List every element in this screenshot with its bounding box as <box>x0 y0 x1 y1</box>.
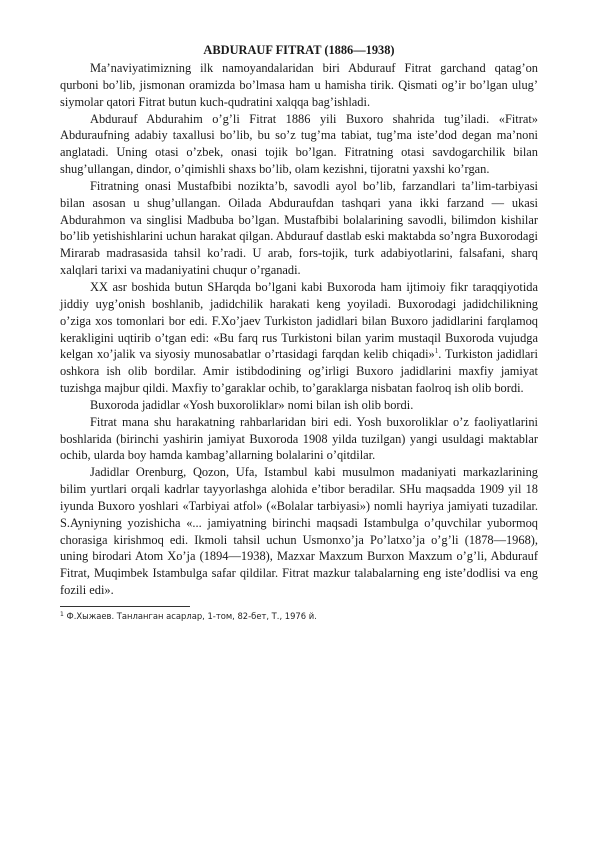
footnote <box>60 610 538 622</box>
paragraph-4-continuation: . Turkiston jadidlari oshkora ish olib bordilar. Amir istibdodining og’irligi Buxoro jadidlarini maxfiy jamiyat tuzishga majbur qildi. Maxfiy to’garaklar ochib, to’garaklarga nisbatan faolroq ish olib bordi. <box>60 347 538 396</box>
paragraph-1: Ma’naviyatimizning ilk namoyandalaridan biri Abdurauf Fitrat garchand qatag’on qurboni bo’lib, jismonan oramizda bo’lmasa ham u hamisha tirik. Qismati og’ir bo’lgan ulug’ siymolar qatori Fitrat butun kuch-qudratini xalqqa bag’ishladi. <box>60 61 538 109</box>
footnote-reference[interactable]: 1 <box>434 347 439 356</box>
paragraph-7: Jadidlar Orenburg, Qozon, Ufa, Istambul kabi musulmon madaniyati markazlarining bilim yurtlari orqali kadrlar tayyorlashga alohida e’tibor beradilar. SHu maqsadda 1909 yil 18 iyunda Buxoro yoshlari «Tarbiyai atfol» («Bolalar tarbiyasi») nomli hayriya jamiyati tuzadilar. S.Ayniyning yozishicha «... jamiyatning birinchi maqsadi Istambulga o’quvchilar yubormoq chorasiga kirishmoq edi. Ikmoli tahsil uchun Usmonxo’ja Po’latxo’ja o’g’li (1878—1968), uning birodari Atom Xo’ja (1894—1938), Mazxar Maxzum Burxon Maxzum o’g’li, Abdurauf Fitrat, Muqimbek Istambulga safar qildilar. Fitrat mazkur talabalarning eng iste’dodlisi va eng fozili edi». <box>60 465 538 598</box>
footnote-number: 1 <box>60 611 64 618</box>
paragraph-6: Fitrat mana shu harakatning rahbarlaridan biri edi. Yosh buxoroliklar o’z faoliyatlarini boshlarida (birinchi yashirin jamiyat Buxoroda 1908 yilda tuzilgan) yangi usuldagi maktablar ochib, ularda boy hamda kambag’allarning bolalarini o’qitdilar. <box>60 414 538 463</box>
paragraph-4 <box>60 279 538 397</box>
paragraph-3: Fitratning onasi Mustafbibi nozikta’b, savodli ayol bo’lib, farzandlari ta’lim-tarbiyasi bilan asosan u shug’ullangan. Oilada Abduraufdan tashqari yana ikki farzand — ukasi Abdurahmon va singlisi Madbuba bo’lgan. Mustafbibi bolalarining savodli, bilimdon kishilar bo’lib yetishishlarini uchun harakat qilgan. Abdurauf dastlab eski maktabda so’ngra Buxorodagi Mirarab madrasasida tahsil ko’radi. U arab, fors-tojik, turk adabiyotlarini, falsafani, sharq xalqlari tarixi va madaniyatini chuqur o’rganadi. <box>60 178 538 278</box>
paragraph-2: Abdurauf Abdurahim o’g’li Fitrat 1886 yili Buxoro shahrida tug’iladi. «Fitrat» Abduraufning adabiy taxallusi bo’lib, bu so’z tug’ma tabiat, tug’ma iste’dod degan ma’noni anglatadi. Uning otasi o’zbek, onasi tojik bo’lgan. Fitratning otasi savdogarchilik bilan shug’ullangan, dindor, o’qimishli shaxs bo’lib, olam kezishni, tijoratni yaxshi ko’rgan. <box>60 111 538 177</box>
footnote-divider <box>60 606 190 607</box>
paragraph-4-text: XX asr boshida butun SHarqda bo’lgani kabi Buxoroda ham ijtimoiy fikr taraqqiyotida jiddiy uyg’onish boshlanib, jadidchilik harakati keng yoyiladi. Buxorodagi jadidchilikning o’ziga xos tomonlari bor edi. F.Xo’jaev Turkiston jadidlari bilan Buxoro jadidlarini farqlamoq kerakligini uqtirib o’tgan edi: «Bu farq rus Turkistoni bilan yarim mustaqil Buxoroda vujudga kelgan xo’jalik va siyosiy munosabatlar o’rtasidagi farqdan kelib chiqadi» <box>60 279 538 362</box>
footnote-text: Ф.Хыжаев. Танланган асарлар, 1-том, 82-бет, Т., 1976 й. <box>66 611 317 621</box>
paragraph-5: Buxoroda jadidlar «Yosh buxoroliklar» nomi bilan ish olib bordi. <box>90 397 414 412</box>
page-title: ABDURAUF FITRAT (1886—1938) <box>203 43 395 57</box>
